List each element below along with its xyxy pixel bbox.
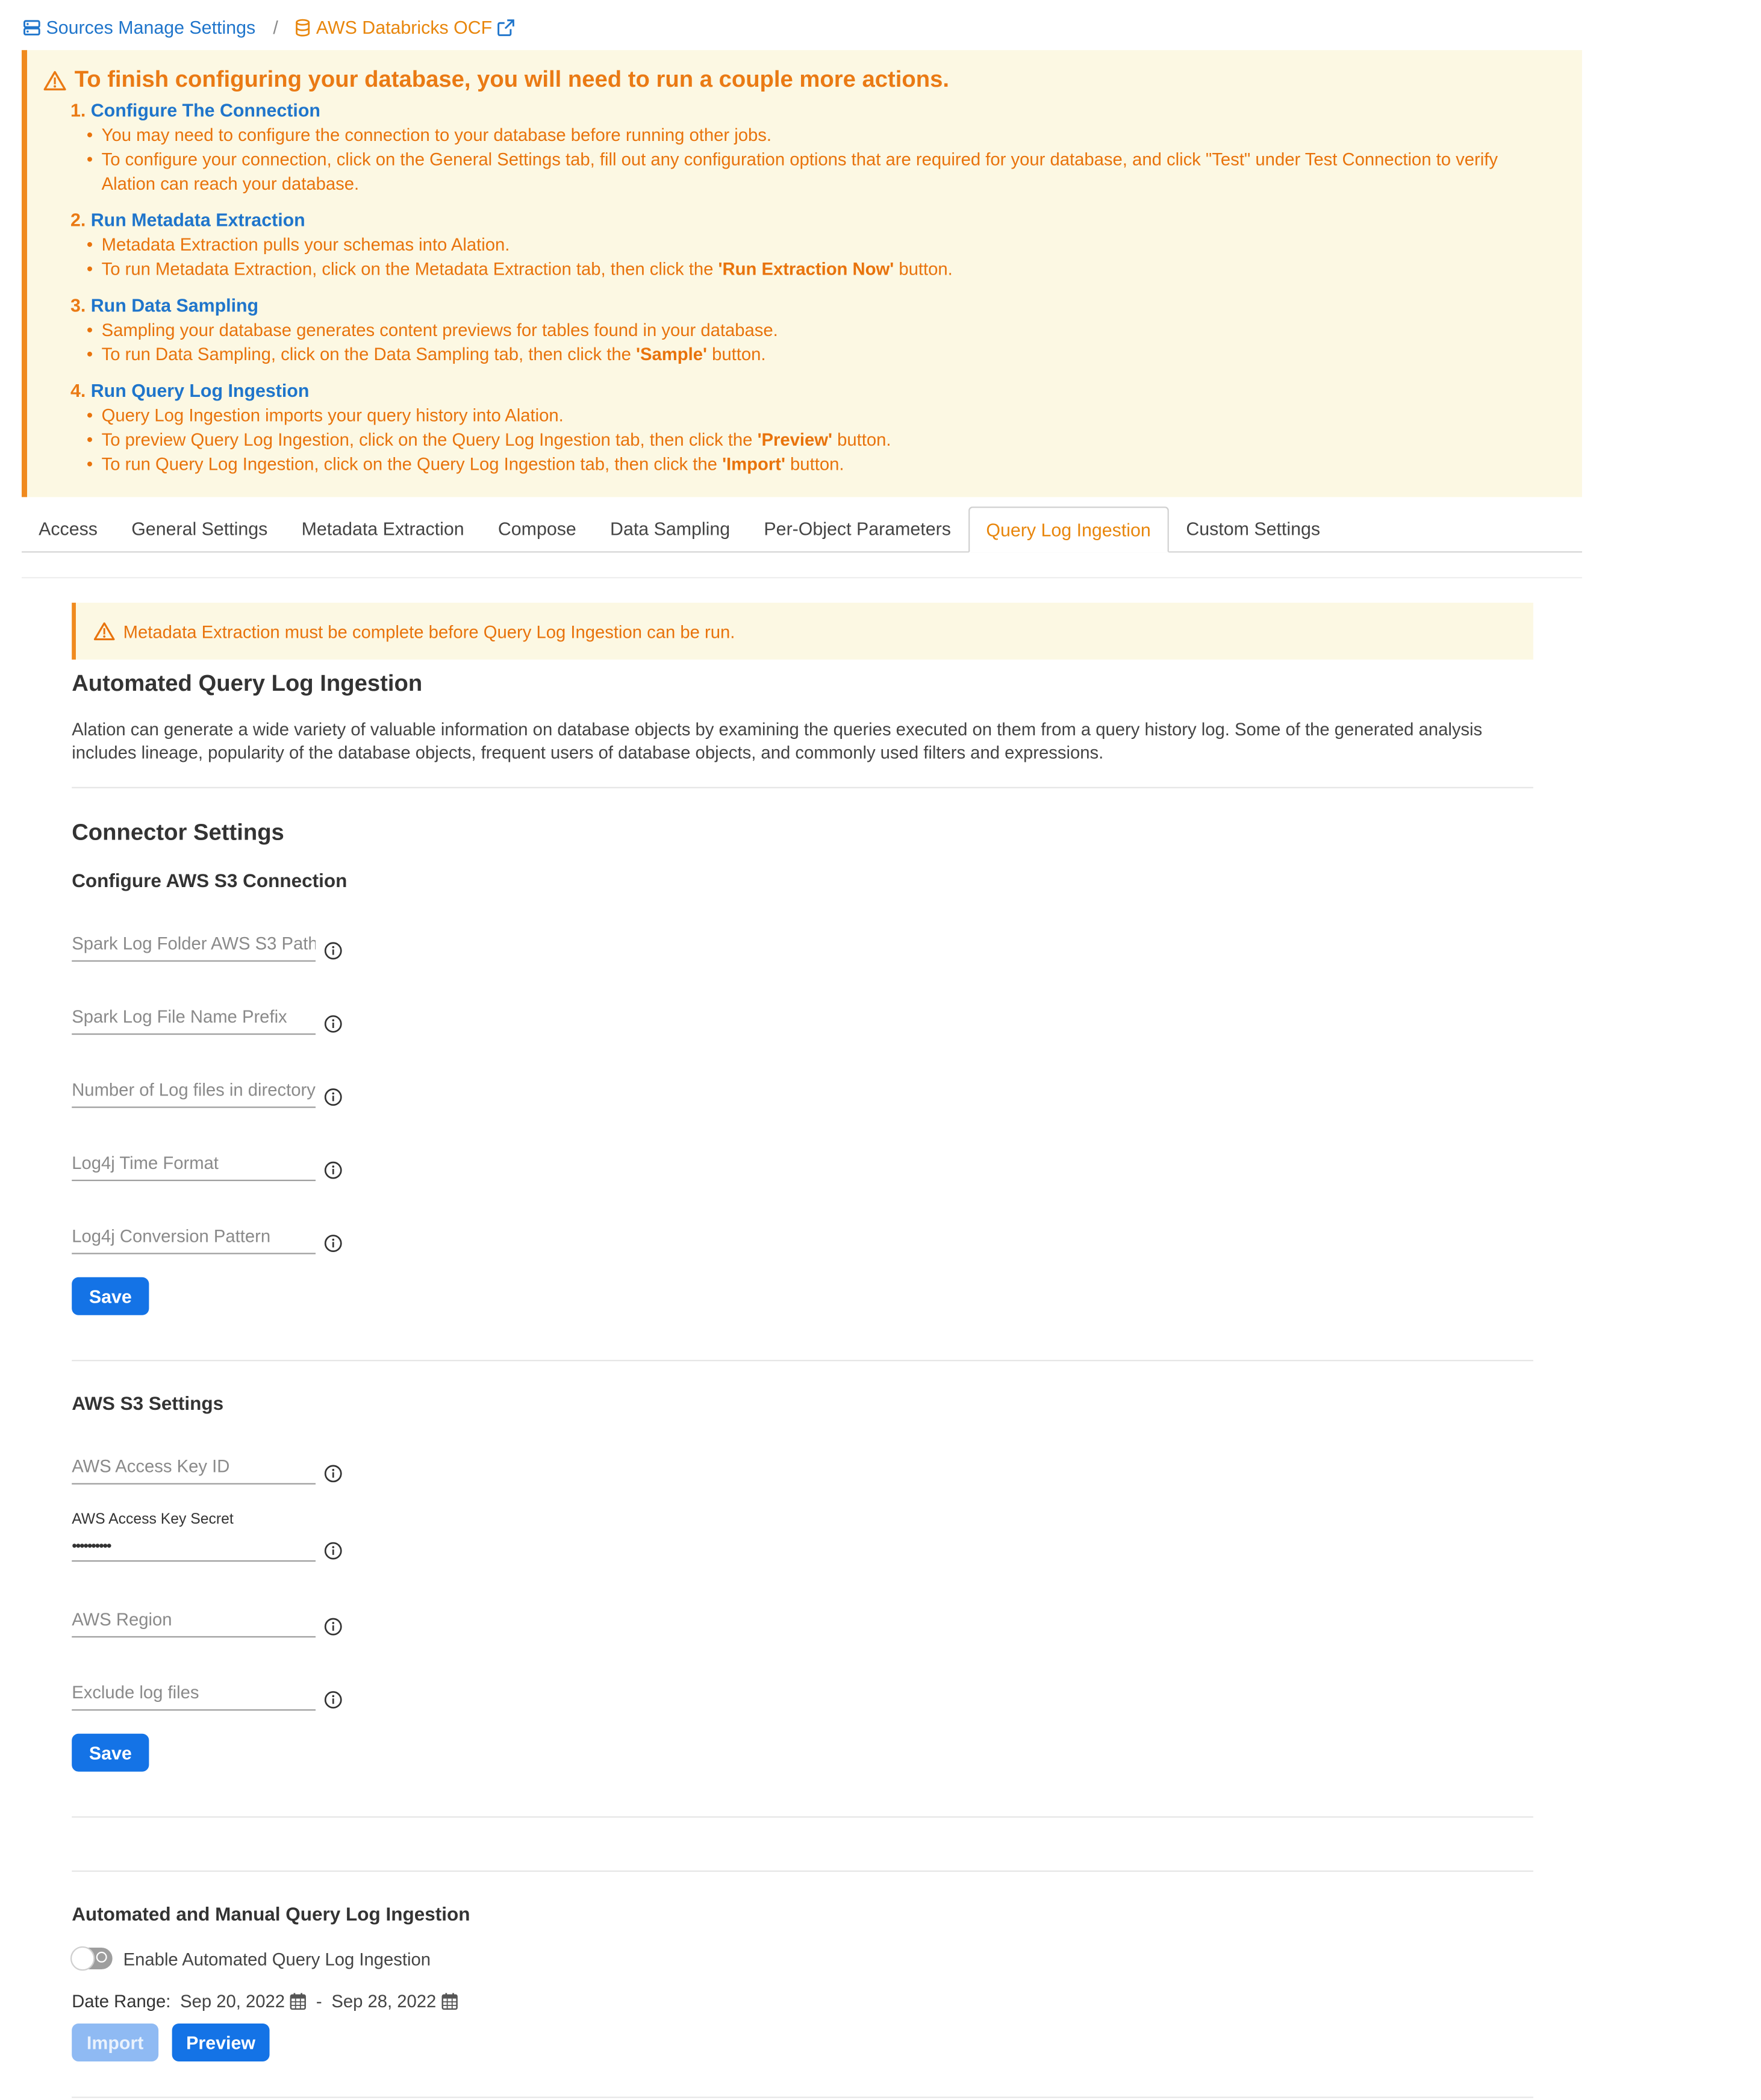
bullet-text: To run Data Sampling, click on the Data Sampling tab, then click the: [101, 344, 637, 364]
warning-triangle-icon: [43, 70, 66, 90]
banner-step-name: Run Data Sampling: [90, 295, 259, 316]
banner-step-bullet: [87, 319, 1533, 343]
spark-log-folder-input[interactable]: [72, 926, 316, 961]
access-key-secret-input[interactable]: ••••••••••: [72, 1540, 316, 1562]
info-circle-icon[interactable]: [324, 1690, 343, 1709]
breadcrumb-sources-link[interactable]: [23, 17, 255, 37]
info-circle-icon[interactable]: [324, 1015, 343, 1033]
calendar-icon[interactable]: [441, 1992, 458, 2010]
banner-step-number: 2.: [70, 210, 86, 231]
warning-triangle-icon: [93, 622, 115, 640]
bullet-text: Query Log Ingestion imports your query history into Alation.: [101, 405, 564, 426]
banner-title-text: To finish configuring your database, you will need to run a couple more actions.: [74, 66, 950, 92]
date-range: [72, 1991, 458, 2011]
bullet-text: button.: [706, 344, 766, 364]
info-circle-icon[interactable]: [324, 1234, 343, 1253]
page-description: Alation can generate a wide variety of valuable information on database objects by examining the queries executed on them from a query history log. Some of the generated analysis includes lineage, popularity of the database objects, frequent users of database objects, and commonly used filters and expressions.: [72, 719, 1483, 763]
banner-step-heading: [70, 379, 1533, 403]
date-end[interactable]: Sep 28, 2022: [331, 1991, 437, 2011]
banner-step: [70, 99, 1533, 196]
tab-general-settings[interactable]: General Settings: [131, 519, 268, 540]
page-title: Automated Query Log Ingestion: [72, 670, 423, 696]
tab-metadata-extraction[interactable]: Metadata Extraction: [301, 519, 464, 540]
num-log-files-field: [72, 1067, 343, 1108]
preview-button[interactable]: Preview: [172, 2024, 270, 2061]
date-range-separator: -: [316, 1991, 322, 2011]
aws-s3-settings-title: AWS S3 Settings: [72, 1392, 224, 1414]
bullet-text: You may need to configure the connection to your database before running other jobs.: [101, 124, 772, 145]
access-key-id-input[interactable]: [72, 1449, 316, 1484]
divider: [72, 1360, 1533, 1361]
import-button[interactable]: Import: [72, 2024, 158, 2061]
banner-step: [70, 379, 1533, 477]
banner-steps: [70, 99, 1533, 489]
banner-step-name: Configure The Connection: [90, 100, 320, 121]
bullet-text: To configure your connection, click on the General Settings tab, fill out any configuration options that are required for your database, and click "Test" under Test Connection to verify Alation can reach your database.: [101, 149, 1498, 194]
banner-step-heading: [70, 99, 1533, 123]
breadcrumb-current-link[interactable]: [296, 17, 515, 37]
bullet-action-name: 'Sample': [636, 344, 707, 364]
log4j-time-format-field: [72, 1141, 343, 1181]
banner-step-bullet: [87, 452, 1533, 476]
log4j-time-format-input[interactable]: [72, 1146, 316, 1181]
metadata-required-alert: [72, 603, 1533, 659]
breadcrumb: [23, 15, 515, 39]
spark-log-prefix-input[interactable]: [72, 1000, 316, 1035]
tab-compose[interactable]: Compose: [497, 519, 576, 540]
info-circle-icon[interactable]: [324, 941, 343, 960]
breadcrumb-current-label: AWS Databricks OCF: [316, 17, 493, 37]
banner-step-bullet: [87, 428, 1533, 452]
spark-log-folder-field: [72, 921, 343, 961]
banner-step-name: Run Query Log Ingestion: [90, 380, 310, 401]
connector-settings-title: Connector Settings: [72, 819, 284, 846]
banner-step-name: Run Metadata Extraction: [90, 210, 305, 231]
info-circle-icon[interactable]: [324, 1617, 343, 1636]
divider: [72, 1871, 1533, 1872]
log4j-pattern-field: [72, 1214, 343, 1254]
automated-qli-toggle[interactable]: [72, 1948, 112, 1969]
date-range-label: Date Range:: [72, 1991, 171, 2011]
bullet-action-name: 'Preview': [757, 429, 833, 450]
bullet-text: To preview Query Log Ingestion, click on the Query Log Ingestion tab, then click the: [101, 429, 758, 450]
access-key-secret-label: AWS Access Key Secret: [72, 1511, 234, 1528]
divider: [72, 1816, 1533, 1818]
aws-region-input[interactable]: [72, 1603, 316, 1637]
bullet-action-name: 'Run Extraction Now': [718, 258, 894, 279]
server-icon: [23, 18, 40, 36]
banner-title: [43, 66, 949, 93]
spark-log-prefix-field: [72, 994, 343, 1035]
banner-step: [70, 294, 1533, 367]
log4j-pattern-input[interactable]: [72, 1219, 316, 1254]
bullet-text: button.: [785, 453, 844, 475]
aws-region-field: [72, 1597, 343, 1637]
access-key-id-field: [72, 1444, 343, 1484]
banner-step-bullet: [87, 257, 1533, 281]
automated-qli-toggle-row: [72, 1948, 431, 1969]
banner-step-heading: [70, 208, 1533, 232]
bullet-text: button.: [832, 429, 891, 450]
bullet-text: button.: [894, 258, 953, 279]
exclude-log-files-field: [72, 1670, 343, 1710]
banner-step-number: 1.: [70, 100, 86, 121]
banner-step-heading: [70, 294, 1533, 318]
tabs-divider: [22, 577, 1582, 578]
automated-qli-toggle-label: Enable Automated Query Log Ingestion: [123, 1948, 431, 1969]
tab-data-sampling[interactable]: Data Sampling: [610, 519, 731, 540]
bullet-action-name: 'Import': [722, 453, 785, 475]
banner-step-bullet: [87, 403, 1533, 428]
tab-access[interactable]: Access: [39, 519, 98, 540]
setup-warning-banner: [22, 50, 1582, 497]
banner-step-bullet: [87, 343, 1533, 367]
calendar-icon[interactable]: [290, 1992, 307, 2010]
settings-tabs: [22, 506, 1582, 552]
bullet-text: Sampling your database generates content previews for tables found in your database.: [101, 319, 778, 340]
divider: [72, 2096, 1533, 2098]
divider: [72, 787, 1533, 788]
alert-text: Metadata Extraction must be complete before Query Log Ingestion can be run.: [123, 621, 735, 641]
banner-step-bullet: [87, 148, 1533, 196]
num-log-files-input[interactable]: [72, 1073, 316, 1108]
s3-save-button[interactable]: Save: [72, 1734, 149, 1772]
date-start[interactable]: Sep 20, 2022: [180, 1991, 285, 2011]
bullet-text: Metadata Extraction pulls your schemas into Alation.: [101, 234, 510, 255]
info-circle-icon[interactable]: [324, 1088, 343, 1106]
connector-save-button[interactable]: Save: [72, 1277, 149, 1315]
breadcrumb-parent-label: Sources Manage Settings: [46, 17, 256, 37]
info-circle-icon[interactable]: [324, 1464, 343, 1483]
banner-step-number: 3.: [70, 295, 86, 316]
banner-step-bullet: [87, 233, 1533, 257]
qli-section-title: Automated and Manual Query Log Ingestion: [72, 1902, 470, 1925]
breadcrumb-separator: /: [273, 17, 278, 37]
aws-s3-connection-subtitle: Configure AWS S3 Connection: [72, 869, 348, 891]
database-icon: [296, 18, 311, 36]
banner-step-number: 4.: [70, 380, 86, 401]
exclude-log-files-input[interactable]: [72, 1675, 316, 1710]
info-circle-icon[interactable]: [324, 1161, 343, 1179]
tab-custom-settings[interactable]: Custom Settings: [1186, 519, 1321, 540]
tab-per-object-parameters[interactable]: Per-Object Parameters: [764, 519, 951, 540]
bullet-text: To run Metadata Extraction, click on the Metadata Extraction tab, then click the: [101, 258, 718, 279]
tab-query-log-ingestion[interactable]: Query Log Ingestion: [968, 506, 1169, 552]
banner-step: [70, 208, 1533, 281]
banner-step-bullet: [87, 123, 1533, 148]
info-circle-icon[interactable]: [324, 1541, 343, 1560]
bullet-text: To run Query Log Ingestion, click on the Query Log Ingestion tab, then click the: [101, 453, 723, 475]
external-link-icon[interactable]: [497, 18, 515, 36]
